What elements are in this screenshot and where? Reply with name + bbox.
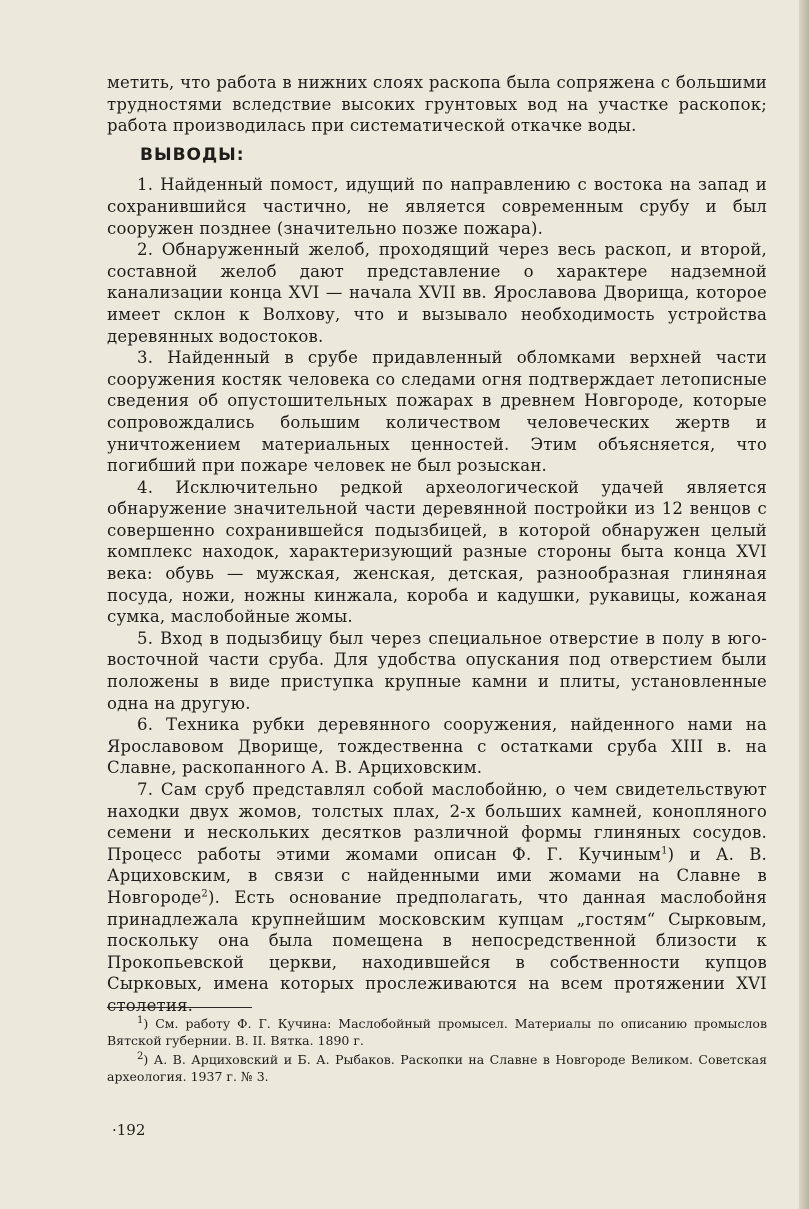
footnotes — [107, 1016, 767, 1088]
page-number: ·192 — [112, 1121, 146, 1139]
conclusion-5: 5. Вход в подызбицу был через специальное отверстие в полу в юго-восточной части сруба. Для удобства опускания под отверстием были положены в виде приступка крупные камни и плиты, установленные одна на другую. — [107, 628, 767, 713]
conclusions-heading: ВЫВОДЫ: — [140, 144, 245, 165]
conclusion-7-part-c: ). Есть основание предполагать, что данная маслобойня принадлежала крупнейшим московским купцам „гостям“ Сырковым, поскольку она была помещена в непосредственной близости к Прокопьевской церкви, находившейся в собственности купцов Сырковых, имена которых прослеживаются на всем протяжении XVI столетия. — [107, 887, 767, 1015]
conclusion-7 — [107, 779, 767, 1017]
intro-paragraph: метить, что работа в нижних слоях раскопа была сопряжена с большими трудностями вследствие высоких грунтовых вод на участке раскопок; работа производилась при систематической откачке воды. — [107, 73, 767, 136]
conclusion-3: 3. Найденный в срубе придавленный обломками верхней части сооружения костяк человека со следами огня подтверждает летописные сведения об опустошительных пожарах в древнем Новгороде, которые сопровождались большим количеством человеческих жертв и уничтожением материальных ценностей. Этим объясняется, что погибший при пожаре человек не был розыскан. — [107, 348, 767, 476]
footnote-1-mark: 1 — [137, 1014, 144, 1026]
footnote-divider — [107, 1007, 252, 1008]
footnote-2-text: ) А. В. Арциховский и Б. А. Рыбаков. Раскопки на Славне в Новгороде Великом. Советская археология. 1937 г. № 3. — [107, 1052, 767, 1084]
conclusion-7-part-a: 7. Сам сруб представлял собой маслобойню, о чем свидетельствуют находки двух жомов, толстых плах, 2-х больших камней, конопляного семени и нескольких десятков различной формы глиняных сосудов. Процесс работы этими жомами описан Ф. Г. Кучиным — [107, 780, 767, 864]
footnote-1 — [107, 1016, 767, 1049]
conclusion-6: 6. Техника рубки деревянного сооружения, найденного нами на Ярославовом Дворище, тождественна с остатками сруба XIII в. на Славне, раскопанного А. В. Арциховским. — [107, 715, 767, 778]
main-text — [107, 72, 767, 1017]
footnote-ref-2: 2 — [201, 888, 208, 900]
conclusion-1: 1. Найденный помост, идущий по направлению с востока на запад и сохранившийся частично, не является современным срубу и был сооружен позднее (значительно позже пожара). — [107, 175, 767, 238]
footnote-2-mark: 2 — [137, 1050, 144, 1062]
footnote-1-text: ) См. работу Ф. Г. Кучина: Маслобойный промысел. Материалы по описанию промыслов Вятской губернии. В. II. Вятка. 1890 г. — [107, 1016, 767, 1048]
conclusion-4: 4. Исключительно редкой археологической удачей является обнаружение значительной части деревянной постройки из 12 венцов с совершенно сохранившейся подызбицей, в которой обнаружен целый комплекс находок, характеризующий разные стороны быта конца XVI века: обувь — мужская, женская, детская, разнообразная глиняная посуда, ножи, ножны кинжала, короба и кадушки, рукавицы, кожаная сумка, маслобойные жомы. — [107, 477, 767, 627]
footnote-ref-1: 1 — [661, 845, 668, 857]
conclusion-7-part-b: ) и А. В. Арциховским, в связи с найденными ими жомами на Славне в Новгороде — [107, 844, 767, 907]
footnote-2 — [107, 1052, 767, 1085]
conclusion-2: 2. Обнаруженный желоб, проходящий через весь раскоп, и второй, составной желоб дают представление о характере надземной канализации конца XVI — начала XVII вв. Ярославова Дворища, которое имеет склон к Волхову, что и вызывало необходимость устройства деревянных водостоков. — [107, 240, 767, 346]
